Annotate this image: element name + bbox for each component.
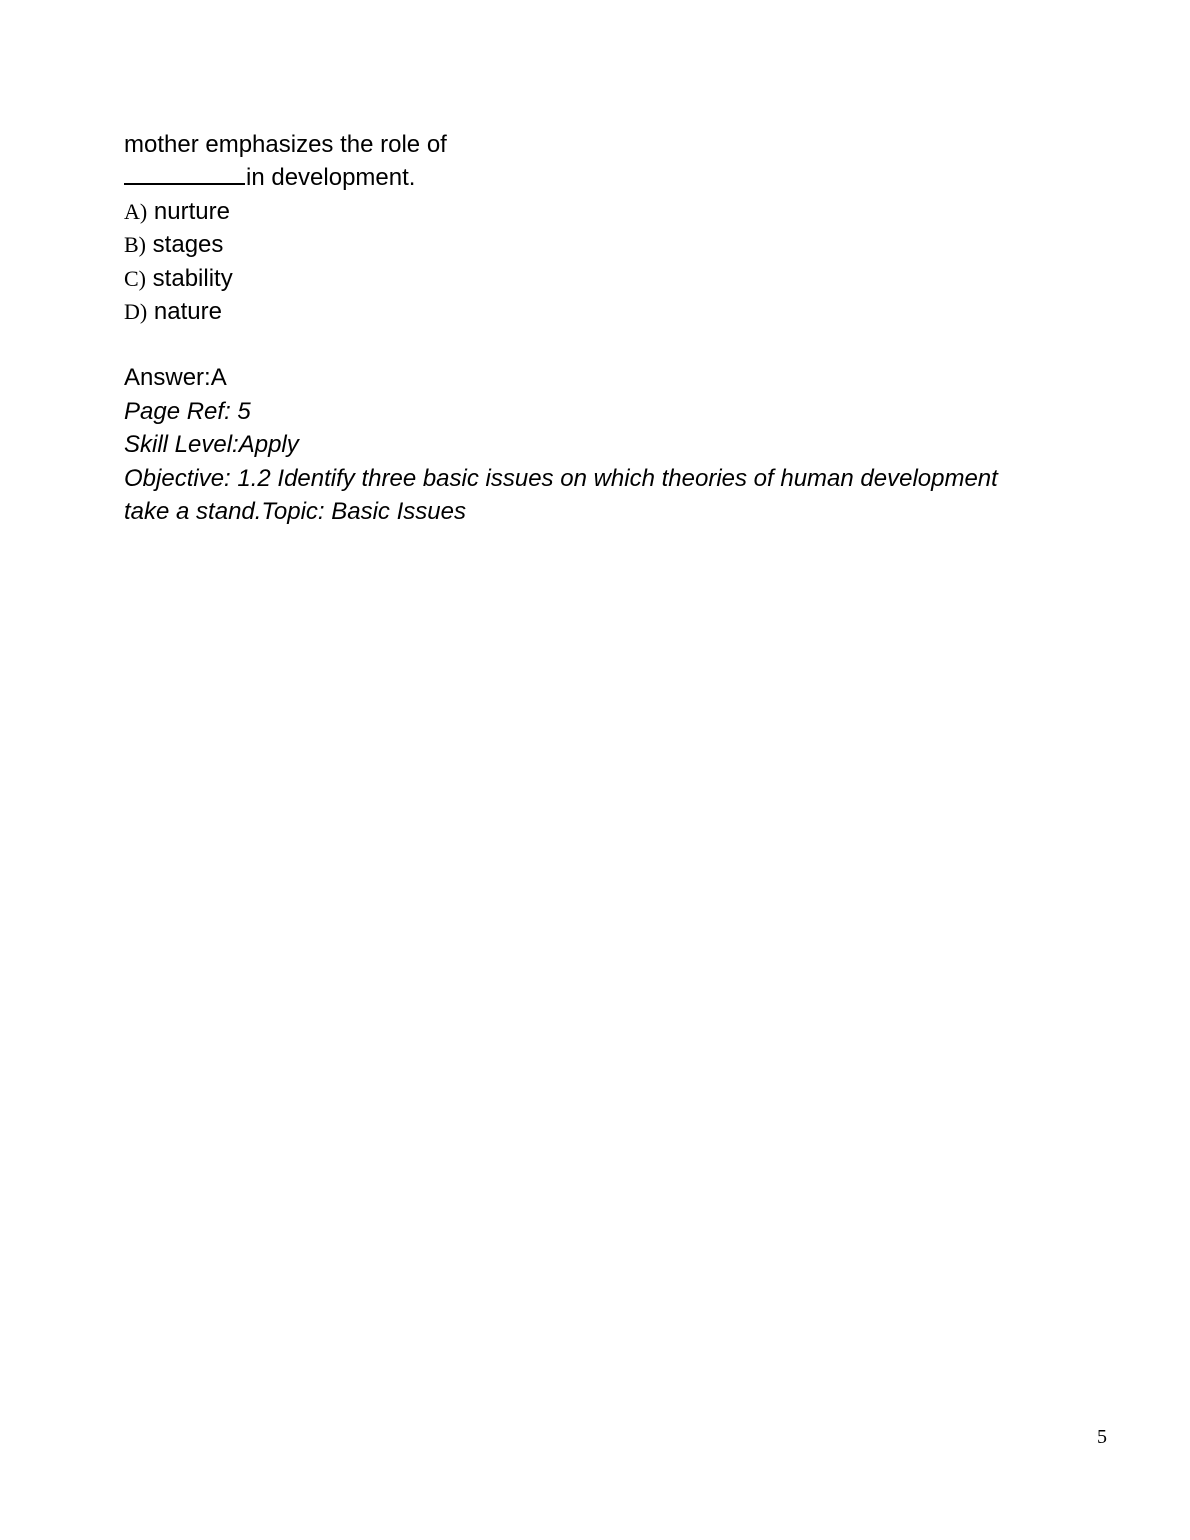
question-stem-after-blank: in development.: [246, 164, 416, 192]
option-b-text: stages: [152, 231, 224, 259]
option-c: [124, 262, 1054, 295]
answer-line: Answer:A: [124, 364, 227, 392]
option-a-text: nurture: [153, 197, 230, 225]
option-a-letter: A): [124, 198, 148, 224]
option-c-text: stability: [152, 264, 233, 292]
question-stem-line-2: [124, 161, 1054, 194]
option-d: [124, 295, 1054, 328]
skill-level-line: Skill Level:Apply: [124, 431, 299, 459]
fill-in-blank: [124, 161, 245, 185]
option-c-letter: C): [124, 265, 146, 291]
question-block: [124, 128, 1054, 528]
option-d-text: nature: [153, 298, 222, 326]
option-b-letter: B): [124, 232, 146, 258]
page-ref-line: Page Ref: 5: [124, 397, 251, 425]
section-spacer: [124, 328, 1054, 361]
option-a: [124, 195, 1054, 228]
page-number: 5: [1097, 1426, 1107, 1448]
objective-line: Objective: 1.2 Identify three basic issues on which theories of human development take a stand.Topic: Basic Issues: [124, 464, 998, 526]
question-stem-line-1: mother emphasizes the role of: [124, 131, 447, 158]
option-d-letter: D): [124, 299, 148, 325]
option-b: [124, 228, 1054, 261]
